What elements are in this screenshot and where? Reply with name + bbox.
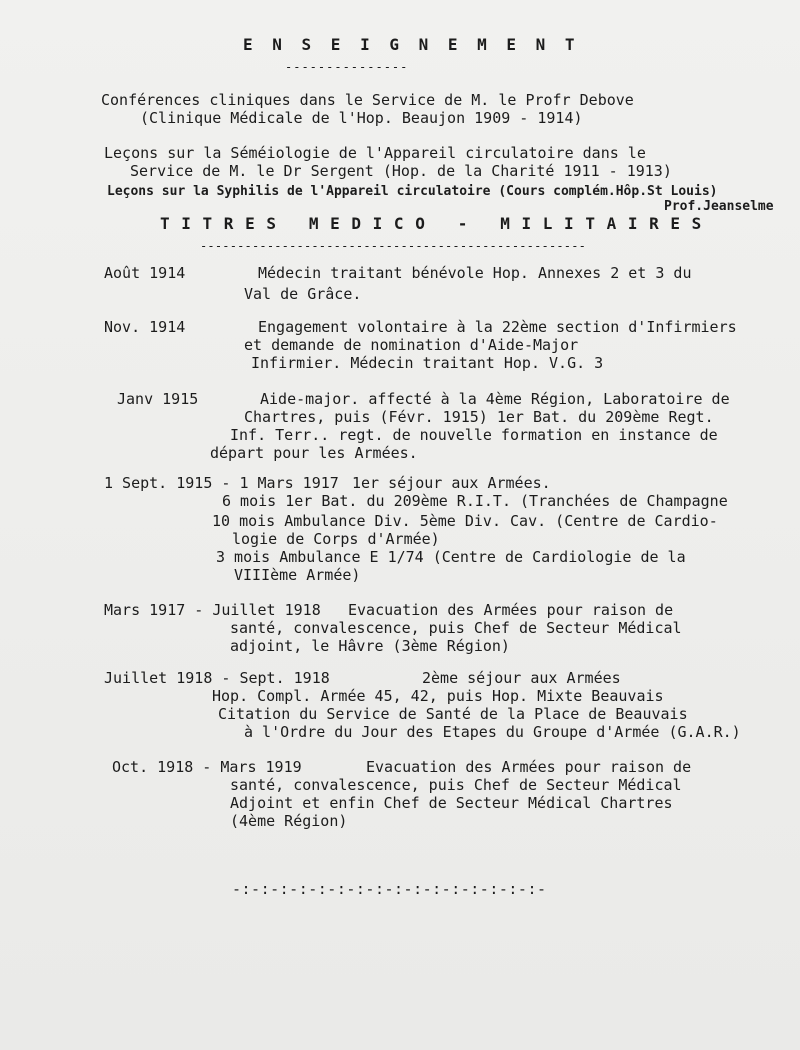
entry-date: Juillet 1918 - Sept. 1918: [104, 669, 330, 687]
entry-date: Nov. 1914: [104, 318, 186, 336]
entry-line: et demande de nomination d'Aide-Major: [244, 336, 579, 354]
entry-line: Aide-major. affecté à la 4ème Région, Laboratoire de: [260, 390, 730, 408]
entry-line: santé, convalescence, puis Chef de Secteur Médical: [230, 619, 682, 637]
enseignement-line: Prof.Jeanselme: [664, 199, 774, 214]
entry-line: Val de Grâce.: [244, 285, 362, 303]
entry-line: à l'Ordre du Jour des Etapes du Groupe d'Armée (G.A.R.): [244, 723, 741, 741]
enseignement-line: Leçons sur la Séméiologie de l'Appareil circulatoire dans le: [104, 144, 646, 162]
entry-line: Citation du Service de Santé de la Place de Beauvais: [218, 705, 688, 723]
entry-line: Hop. Compl. Armée 45, 42, puis Hop. Mixte Beauvais: [212, 687, 664, 705]
entry-date: Janv 1915: [117, 390, 199, 408]
entry-line: Evacuation des Armées pour raison de: [366, 758, 692, 776]
entry-date: Août 1914: [104, 264, 186, 282]
section-underline: ----------------------------------------------------: [200, 239, 587, 253]
enseignement-line: Service de M. le Dr Sergent (Hop. de la Charité 1911 - 1913): [130, 162, 672, 180]
entry-line: Engagement volontaire à la 22ème section d'Infirmiers: [258, 318, 737, 336]
end-separator: -:-:-:-:-:-:-:-:-:-:-:-:-:-:-:-:-: [232, 880, 547, 898]
entry-line: 6 mois 1er Bat. du 209ème R.I.T. (Tranchées de Champagne: [222, 492, 728, 510]
entry-line: Evacuation des Armées pour raison de: [348, 601, 674, 619]
enseignement-line: Conférences cliniques dans le Service de M. le Profr Debove: [101, 91, 634, 109]
entry-line: départ pour les Armées.: [210, 444, 418, 462]
entry-date: Oct. 1918 - Mars 1919: [112, 758, 302, 776]
entry-date: 1 Sept. 1915 - 1 Mars 1917: [104, 474, 339, 492]
entry-line: 2ème séjour aux Armées: [422, 669, 621, 687]
entry-line: santé, convalescence, puis Chef de Secteur Médical: [230, 776, 682, 794]
section-title: T I T R E S M E D I C O - M I L I T A I R E S: [160, 214, 703, 233]
entry-line: Chartres, puis (Févr. 1915) 1er Bat. du 209ème Regt.: [244, 408, 714, 426]
entry-line: Adjoint et enfin Chef de Secteur Médical Chartres: [230, 794, 673, 812]
entry-line: 10 mois Ambulance Div. 5ème Div. Cav. (Centre de Cardio-: [212, 512, 718, 530]
entry-line: Inf. Terr.. regt. de nouvelle formation en instance de: [230, 426, 718, 444]
entry-line: VIIIème Armée): [234, 566, 361, 584]
entry-date: Mars 1917 - Juillet 1918: [104, 601, 321, 619]
entry-line: adjoint, le Hâvre (3ème Région): [230, 637, 510, 655]
entry-line: 1er séjour aux Armées.: [352, 474, 551, 492]
entry-line: (4ème Région): [230, 812, 348, 830]
enseignement-line: Leçons sur la Syphilis de l'Appareil circulatoire (Cours complém.Hôp.St Louis): [107, 184, 718, 199]
entry-line: Infirmier. Médecin traitant Hop. V.G. 3: [251, 354, 604, 372]
entry-line: logie de Corps d'Armée): [232, 530, 440, 548]
entry-line: 3 mois Ambulance E 1/74 (Centre de Cardiologie de la: [216, 548, 686, 566]
enseignement-line: (Clinique Médicale de l'Hop. Beaujon 1909 - 1914): [140, 109, 583, 127]
page-title: E N S E I G N E M E N T: [243, 35, 580, 54]
title-underline: ---------------: [285, 60, 409, 74]
entry-line: Médecin traitant bénévole Hop. Annexes 2 et 3 du: [258, 264, 692, 282]
